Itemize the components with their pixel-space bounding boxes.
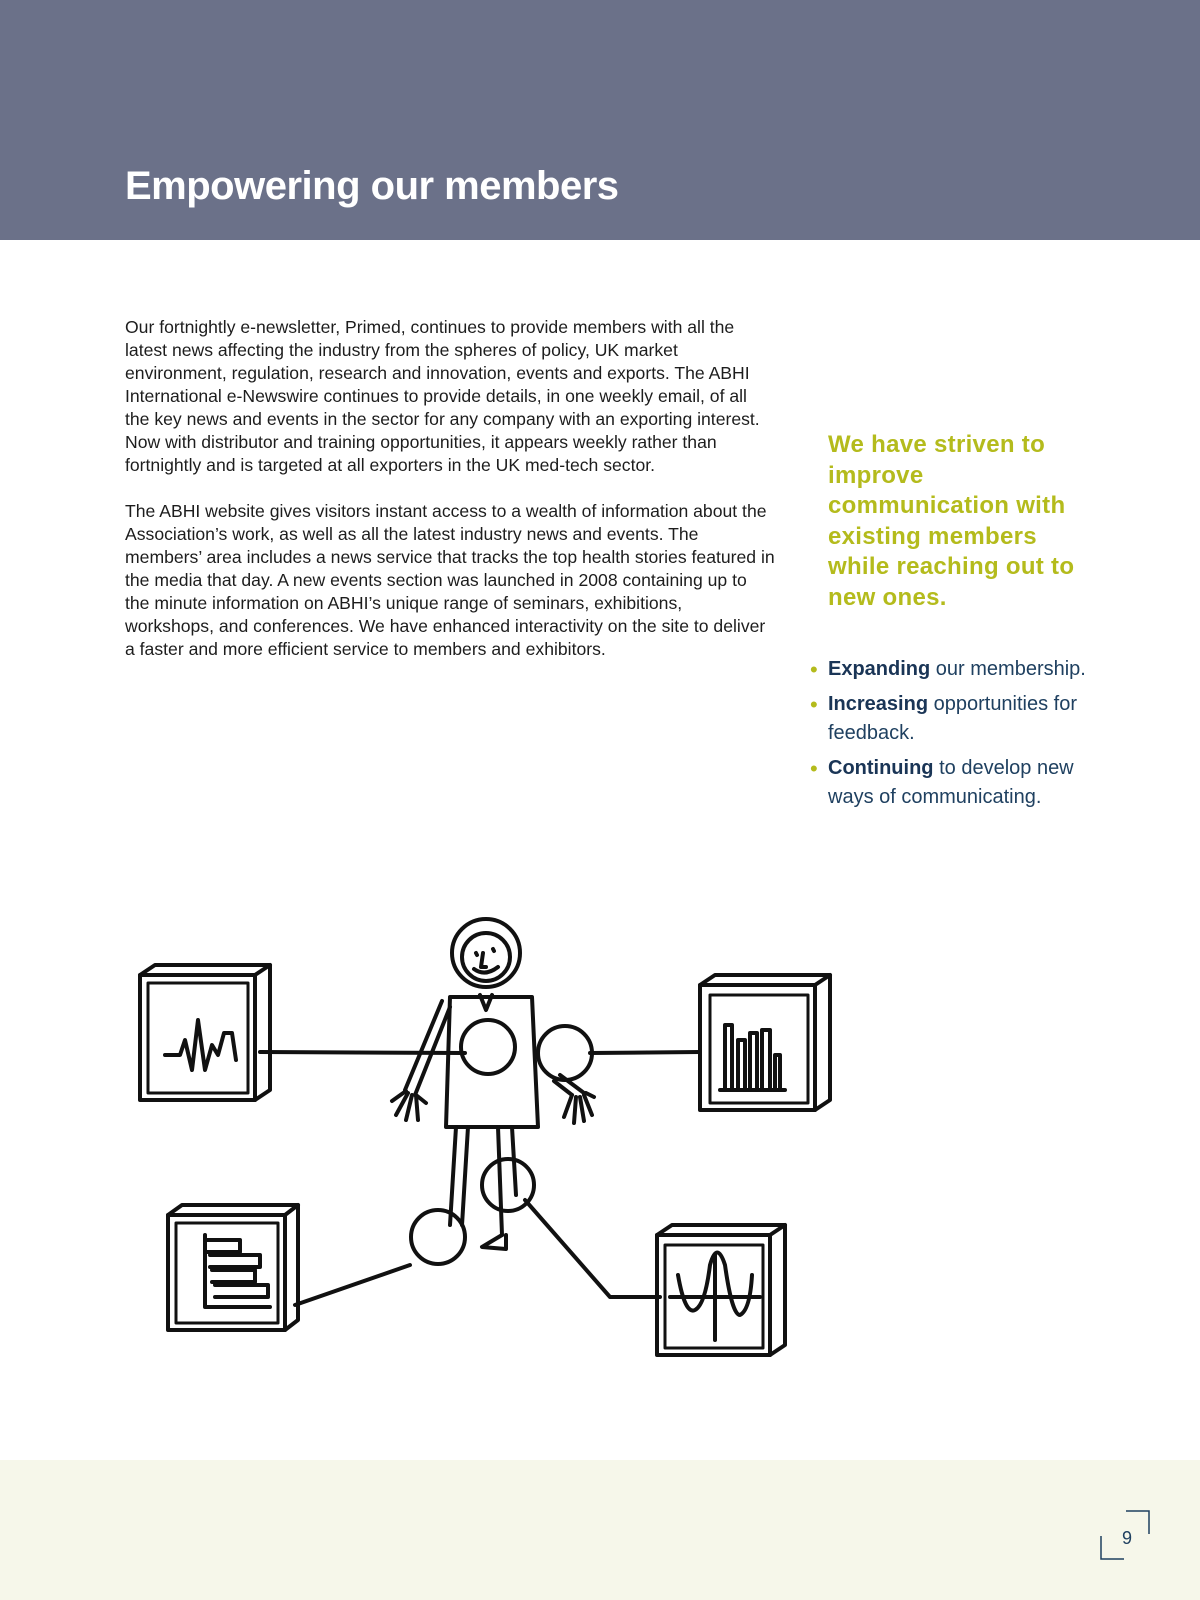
list-item bbox=[810, 655, 1110, 684]
bar-chart-box-icon bbox=[700, 975, 830, 1110]
connector-lines bbox=[260, 1052, 700, 1305]
sine-wave-box-icon bbox=[657, 1225, 785, 1355]
person-figure-icon bbox=[392, 919, 594, 1264]
body-text bbox=[125, 316, 775, 684]
bullet-text: our membership. bbox=[930, 658, 1086, 680]
bullet-text: opportunities for feedback. bbox=[828, 693, 1078, 744]
illustration bbox=[120, 915, 860, 1395]
header-band bbox=[0, 0, 1200, 240]
bullet-list bbox=[810, 655, 1110, 818]
body-paragraph-2: The ABHI website gives visitors instant access to a wealth of information about the Association’s work, as well as all the latest industry news and events. The members’ area includes a news service that tracks the top health stories featured in the media that day. A new events section was launched in 2008 containing up to the minute information on ABHI’s unique range of seminars, exhibitions, workshops, and conferences. We have enhanced interactivity on the site to deliver a faster and more efficient service to members and exhibitors. bbox=[125, 501, 775, 659]
list-item bbox=[810, 690, 1110, 748]
list-item bbox=[810, 754, 1110, 812]
bullet-dot-icon: • bbox=[810, 657, 818, 682]
waveform-box-icon bbox=[140, 965, 270, 1100]
body-paragraph-1: Our fortnightly e-newsletter, Primed, continues to provide members with all the latest news affecting the industry from the spheres of policy, UK market environment, regulation, research and innovation, events and exports. The ABHI International e-Newswire continues to provide details, in one weekly email, of all the key news and events in the sector for any company with an exporting interest. Now with distributor and training opportunities, it appears weekly rather than fortnightly and is targeted at all exporters in the UK med-tech sector. bbox=[125, 317, 760, 475]
gantt-box-icon bbox=[168, 1205, 298, 1330]
bullet-text: to develop new ways of communicating. bbox=[828, 757, 1074, 808]
footer-band bbox=[0, 1460, 1200, 1600]
pull-quote: We have striven to improve communication with existing members while reaching out to new ones. bbox=[828, 431, 1075, 611]
bullet-dot-icon: • bbox=[810, 756, 818, 781]
bullet-dot-icon: • bbox=[810, 692, 818, 717]
bullet-bold: Continuing bbox=[828, 757, 934, 779]
page-number: 9 bbox=[1121, 1528, 1132, 1548]
page-title: Empowering our members bbox=[125, 164, 619, 208]
bullet-bold: Expanding bbox=[828, 658, 931, 680]
bullet-bold: Increasing bbox=[828, 693, 929, 715]
